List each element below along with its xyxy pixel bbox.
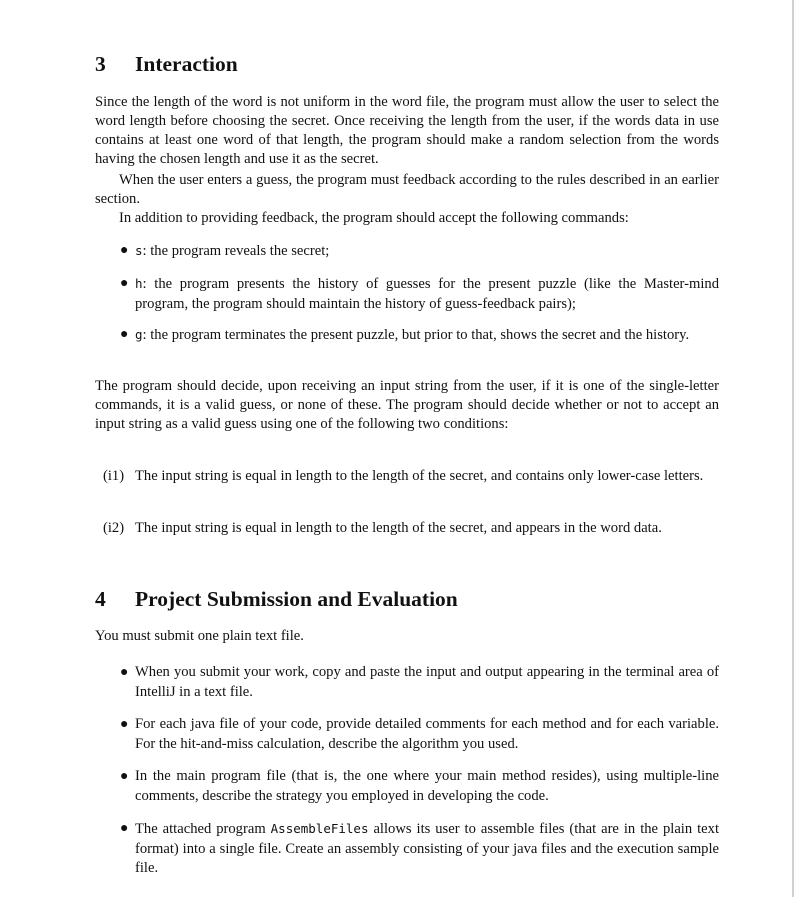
list-item-text: When you submit your work, copy and paste the input and output appearing in the terminal area of IntelliJ in a text file. <box>135 664 719 700</box>
list-item-command-s <box>120 241 719 262</box>
list-item-text: allows its user to assemble files (that are in the plain text format) into a single file. Create an assembly consisting of your java files and the execution sample file. <box>135 821 720 876</box>
bullet: ● <box>120 821 129 836</box>
list-item-text: For each java file of your code, provide detailed comments for each method and for each variable. For the hit-and-miss calculation, describe the algorithm you used. <box>135 716 719 752</box>
bullet: ● <box>120 327 129 342</box>
paragraph: When the user enters a guess, the program must feedback according to the rules described in an earlier section. <box>95 172 719 207</box>
command-key: s <box>135 243 143 258</box>
list-item <box>120 715 719 754</box>
paragraph: The program should decide, upon receiving an input string from the user, if it is one of the single-letter commands, it is a valid guess, or none of these. The program should decide whether or not to accept an input string as a valid guess using one of the following two conditions: <box>95 378 719 432</box>
section-4-heading <box>95 587 719 612</box>
command-key: h <box>135 276 143 291</box>
list-item-text: The attached program <box>135 821 271 837</box>
section-number: 3 <box>95 52 106 76</box>
condition-item <box>103 467 719 487</box>
bullet: ● <box>120 243 129 258</box>
list-item-command-g <box>120 325 719 346</box>
condition-label: (i1) <box>103 468 125 484</box>
command-key: g <box>135 327 143 342</box>
paragraph: Since the length of the word is not uniform in the word file, the program must allow the user to select the word length before choosing the secret. Once receiving the length from the user, if the words data in use contains at least one word of that length, the program should make a random selection from the words having the chosen length and use it as the secret. <box>95 94 719 167</box>
paragraph: You must submit one plain text file. <box>95 628 304 644</box>
command-text: : the program terminates the present puzzle, but prior to that, shows the secret and the history. <box>142 327 690 343</box>
condition-text: The input string is equal in length to the length of the secret, and contains only lower-case letters. <box>135 468 704 484</box>
section-3-heading <box>95 52 719 77</box>
paragraph: In addition to providing feedback, the program should accept the following commands: <box>119 210 629 226</box>
condition-text: The input string is equal in length to the length of the secret, and appears in the word data. <box>135 520 662 536</box>
section-number: 4 <box>95 587 106 611</box>
section-title: Interaction <box>135 52 238 76</box>
bullet: ● <box>120 769 129 784</box>
section-title: Project Submission and Evaluation <box>135 587 458 611</box>
bullet: ● <box>120 276 129 291</box>
list-item-text: In the main program file (that is, the one where your main method resides), using multiple-line comments, describe the strategy you employed in developing the code. <box>135 768 719 804</box>
condition-item <box>103 519 719 539</box>
command-text: : the program presents the history of guesses for the present puzzle (like the Master-mind program, the program should maintain the history of guess-feedback pairs); <box>135 276 719 312</box>
condition-label: (i2) <box>103 520 125 536</box>
list-item <box>120 819 720 879</box>
list-item-command-h <box>120 274 719 314</box>
bullet: ● <box>120 665 129 680</box>
list-item <box>120 663 719 702</box>
code-assemblefiles: AssembleFiles <box>270 821 369 836</box>
bullet: ● <box>120 717 129 732</box>
list-item <box>120 767 719 806</box>
command-text: : the program reveals the secret; <box>142 243 330 259</box>
